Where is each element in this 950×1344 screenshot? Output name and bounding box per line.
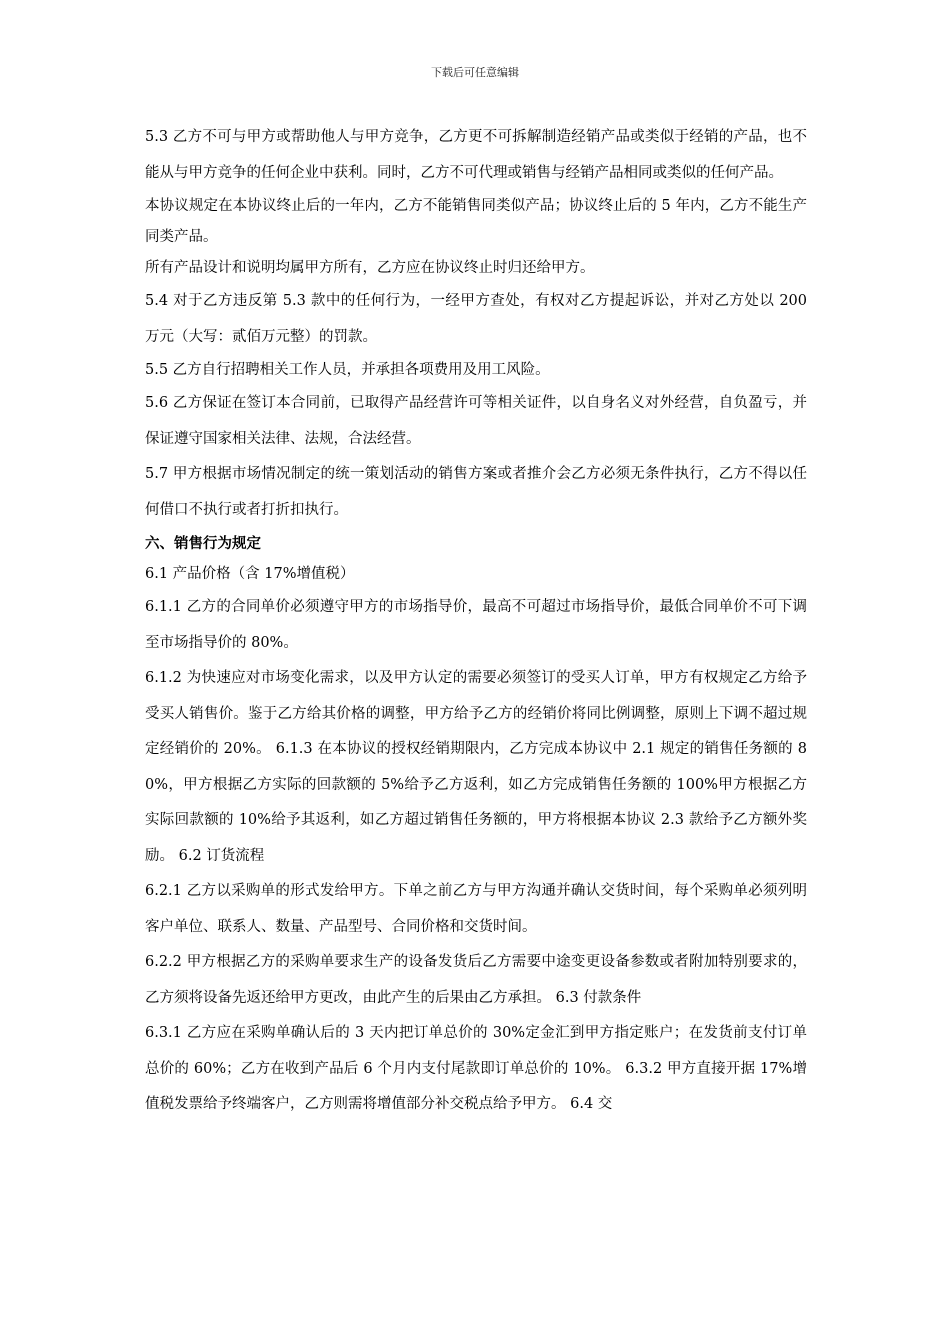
paragraph-6-1: 6.1 产品价格（含 17%增值税） — [145, 566, 355, 582]
paragraph-5-6: 5.6 乙方保证在签订本合同前，已取得产品经营许可等相关证件，以自身名义对外经营，自负盈亏，并保证遵守国家相关法律、法规，合法经营。 — [145, 395, 807, 447]
paragraph-5-7: 5.7 甲方根据市场情况制定的统一策划活动的销售方案或者推介会乙方必须无条件执行，乙方不得以任何借口不执行或者打折扣执行。 — [145, 466, 807, 518]
page-header: 下载后可任意编辑 — [431, 66, 519, 79]
paragraph-design-ownership: 所有产品设计和说明均属甲方所有，乙方应在协议终止时归还给甲方。 — [145, 260, 595, 276]
paragraph-5-3: 5.3 乙方不可与甲方或帮助他人与甲方竞争，乙方更不可拆解制造经销产品或类似于经销的产品，也不能从与甲方竞争的任何企业中获利。同时，乙方不可代理或销售与经销产品相同或类似的任何产品。 — [145, 129, 807, 181]
paragraph-6-2-1: 6.2.1 乙方以采购单的形式发给甲方。下单之前乙方与甲方沟通并确认交货时间，每个采购单必须列明客户单位、联系人、数量、产品型号、合同价格和交货时间。 — [145, 883, 807, 935]
paragraph-5-5: 5.5 乙方自行招聘相关工作人员，并承担各项费用及用工风险。 — [145, 362, 550, 378]
paragraph-6-3-1: 6.3.1 乙方应在采购单确认后的 3 天内把订单总价的 30%定金汇到甲方指定账户；在发货前支付订单总价的 60%；乙方在收到产品后 6 个月内支付尾款即订单总价的 10%。 6.3.2 甲方直接开据 17%增值税发票给予终端客户，乙方则需将增值部分补交税点给予甲方。 6.4 交 — [145, 1025, 807, 1112]
section-heading-6: 六、销售行为规定 — [145, 535, 261, 552]
paragraph-5-4: 5.4 对于乙方违反第 5.3 款中的任何行为，一经甲方查处，有权对乙方提起诉讼，并对乙方处以 200 万元（大写：贰佰万元整）的罚款。 — [145, 293, 807, 345]
paragraph-6-1-2: 6.1.2 为快速应对市场变化需求，以及甲方认定的需要必须签订的受买人订单，甲方有权规定乙方给予受买人销售价。鉴于乙方给其价格的调整，甲方给予乙方的经销价将同比例调整，原则上下调不超过规定经销价的 20%。 6.1.3 在本协议的授权经销期限内，乙方完成本协议中 2.1 规定的销售任务额的 80%，甲方根据乙方实际的回款额的 5%给予乙方返利，如乙方完成销售任务额的 100%甲方根据乙方实际回款额的 10%给予其返利，如乙方超过销售任务额的，甲方将根据本协议 2.3 款给予乙方额外奖励。 6.2 订货流程 — [145, 670, 807, 864]
paragraph-6-1-1: 6.1.1 乙方的合同单价必须遵守甲方的市场指导价，最高不可超过市场指导价，最低合同单价不可下调至市场指导价的 80%。 — [145, 599, 807, 651]
paragraph-non-compete-period: 本协议规定在本协议终止后的一年内，乙方不能销售同类似产品；协议终止后的 5 年内，乙方不能生产同类产品。 — [145, 198, 807, 245]
document-body — [145, 120, 807, 1123]
paragraph-6-2-2: 6.2.2 甲方根据乙方的采购单要求生产的设备发货后乙方需要中途变更设备参数或者附加特别要求的，乙方须将设备先返还给甲方更改，由此产生的后果由乙方承担。 6.3 付款条件 — [145, 954, 807, 1006]
